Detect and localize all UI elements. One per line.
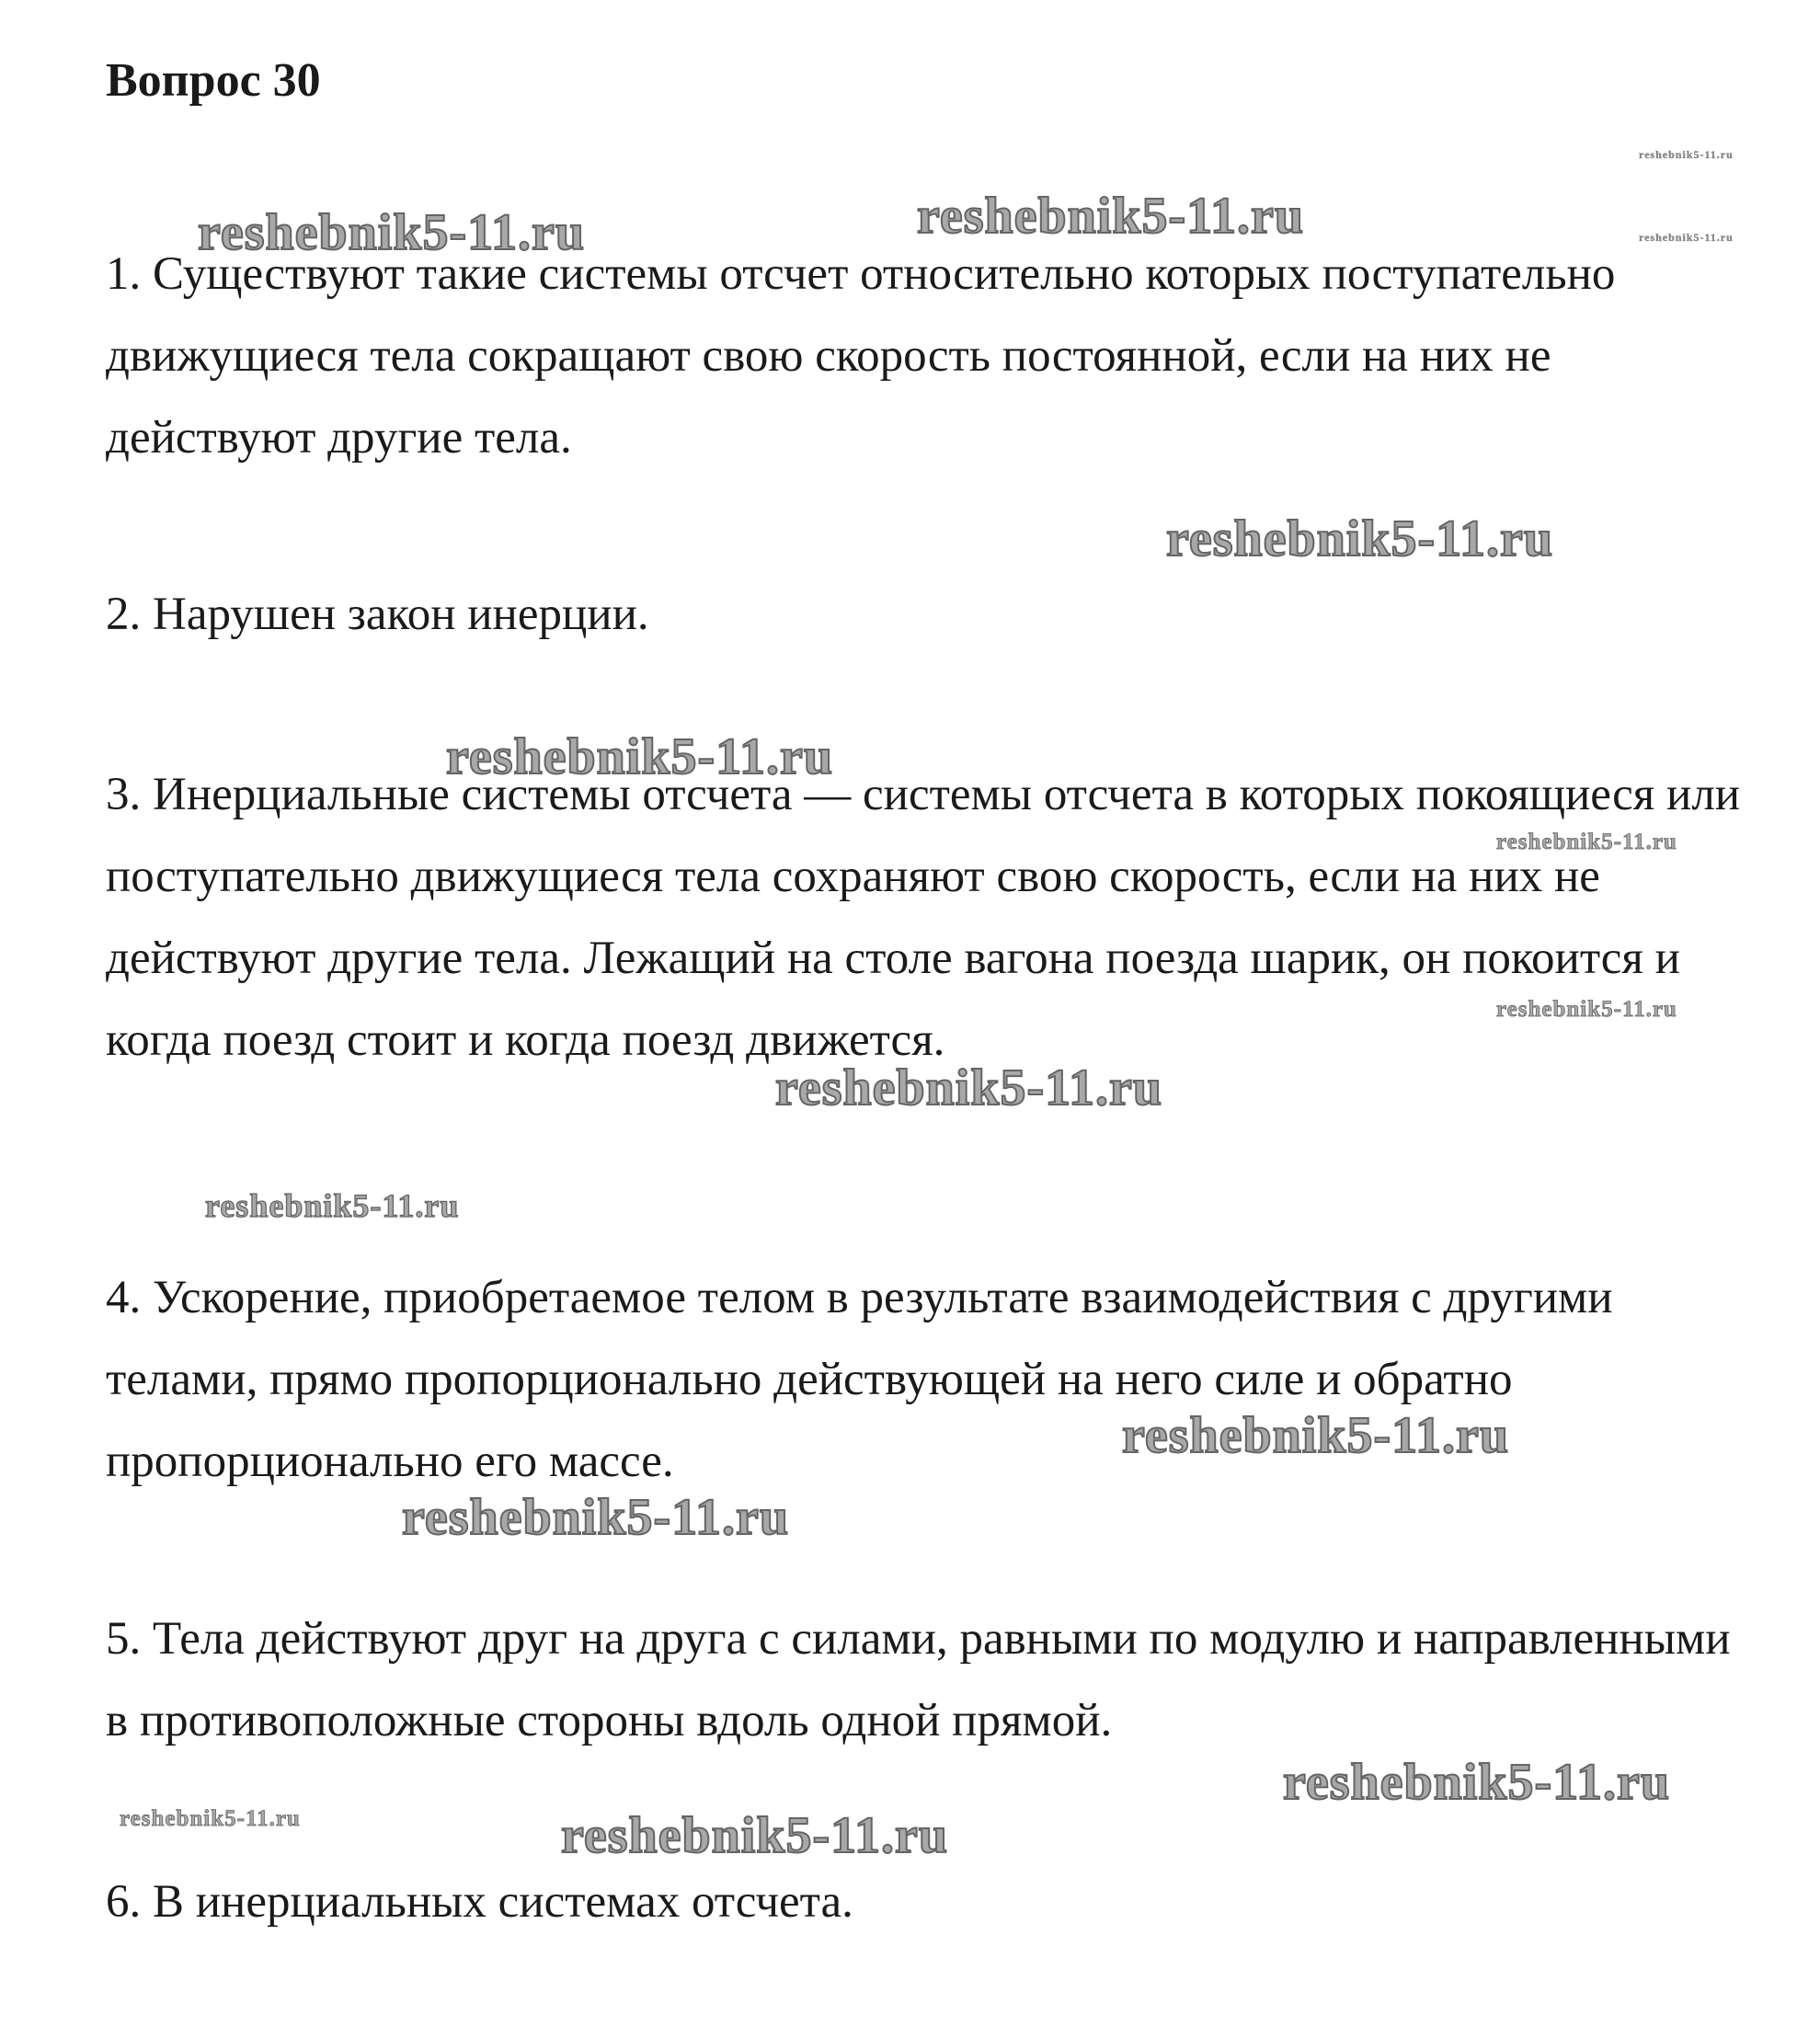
answer-6: 6. В инерциальных системах отсчета. (106, 1876, 853, 1928)
watermark: reshebnik5-11.ru (561, 1807, 949, 1864)
watermark-small: reshebnik5-11.ru (1496, 997, 1677, 1022)
answer-5: 5. Тела действуют друг на друга с силами, равными по модулю и направленными в противоположные стороны вдоль одной прямой. (106, 1613, 1731, 1746)
watermark: reshebnik5-11.ru (775, 1059, 1163, 1116)
watermark-small: reshebnik5-11.ru (1496, 830, 1677, 854)
answer-3: 3. Инерциальные системы отсчета — системы отсчета в которых покоящиеся или поступательно движущиеся тела сохраняют свою скорость, если на них не действуют другие тела. Лежащий на столе вагона поезда шарик, он покоится и когда поезд стоит и когда поезд движется. (106, 769, 1741, 1066)
answer-1: 1. Существуют такие системы отсчет относительно которых поступательно движущиеся тела сокращают свою скорость постоянной, если на них не действуют другие тела. (106, 248, 1616, 464)
watermark: reshebnik5-11.ru (1283, 1754, 1671, 1811)
answer-2: 2. Нарушен закон инерции. (106, 589, 649, 640)
watermark-mid: reshebnik5-11.ru (205, 1187, 460, 1224)
watermark: reshebnik5-11.ru (1166, 510, 1554, 567)
watermark: reshebnik5-11.ru (198, 204, 586, 261)
watermark: reshebnik5-11.ru (1122, 1407, 1510, 1464)
watermark: reshebnik5-11.ru (402, 1489, 790, 1546)
watermark-tiny: reshebnik5-11.ru (1639, 231, 1734, 244)
watermark-tiny: reshebnik5-11.ru (1639, 148, 1734, 161)
watermark: reshebnik5-11.ru (917, 188, 1305, 245)
watermark-small: reshebnik5-11.ru (120, 1806, 301, 1831)
watermark: reshebnik5-11.ru (446, 728, 834, 785)
answer-4: 4. Ускорение, приобретаемое телом в результате взаимодействия с другими телами, прямо пропорционально действующей на него силе и обратно пропорционально его массе. (106, 1272, 1613, 1487)
page-title: Вопрос 30 (106, 54, 321, 107)
